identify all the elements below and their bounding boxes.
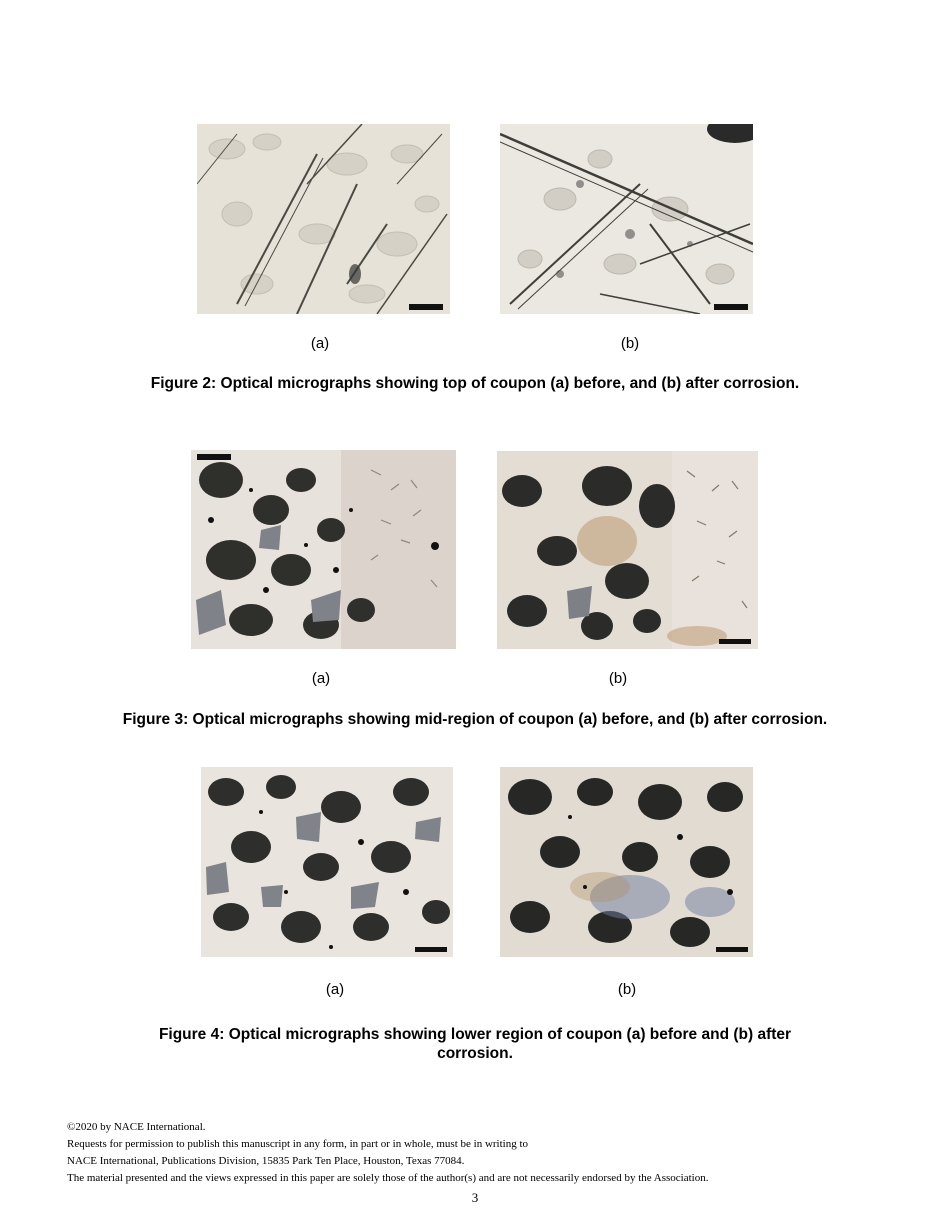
footer-address: NACE International, Publications Division, 15835 Park Ten Place, Houston, Texas 77084. [67,1155,465,1167]
figure-2-caption: Figure 2: Optical micrographs showing top of coupon (a) before, and (b) after corrosion. [150,375,800,392]
micrograph-fig4-a [201,767,453,957]
fig4-label-b: (b) [617,981,637,998]
fig3-label-b: (b) [608,670,628,687]
figure-3-caption: Figure 3: Optical micrographs showing mid-region of coupon (a) before, and (b) after corrosion. [122,711,828,728]
footer-permission: Requests for permission to publish this manuscript in any form, in part or in whole, must be in writing to [67,1138,529,1150]
fig4-label-a: (a) [325,981,345,998]
micrograph-fig3-a [191,450,456,649]
figure-4-caption [0,1025,950,1063]
fig3-label-a: (a) [311,670,331,687]
micrograph-fig2-b [500,124,753,314]
fig2-label-a: (a) [310,335,330,352]
figure-4-caption-line1: Figure 4: Optical micrographs showing lower region of coupon (a) before and (b) after [158,1026,792,1043]
footer-disclaimer: The material presented and the views expressed in this paper are solely those of the author(s) and are not necessarily endorsed by the Association. [67,1172,709,1184]
footer-copyright: ©2020 by NACE International. [67,1121,206,1133]
micrograph-fig2-a [197,124,450,314]
copyright-footer [67,1119,708,1187]
figure-4-caption-line2: corrosion. [437,1045,513,1062]
micrograph-fig3-b [497,451,758,649]
page-number: 3 [471,1190,479,1205]
fig2-label-b: (b) [620,335,640,352]
micrograph-fig4-b [500,767,753,957]
